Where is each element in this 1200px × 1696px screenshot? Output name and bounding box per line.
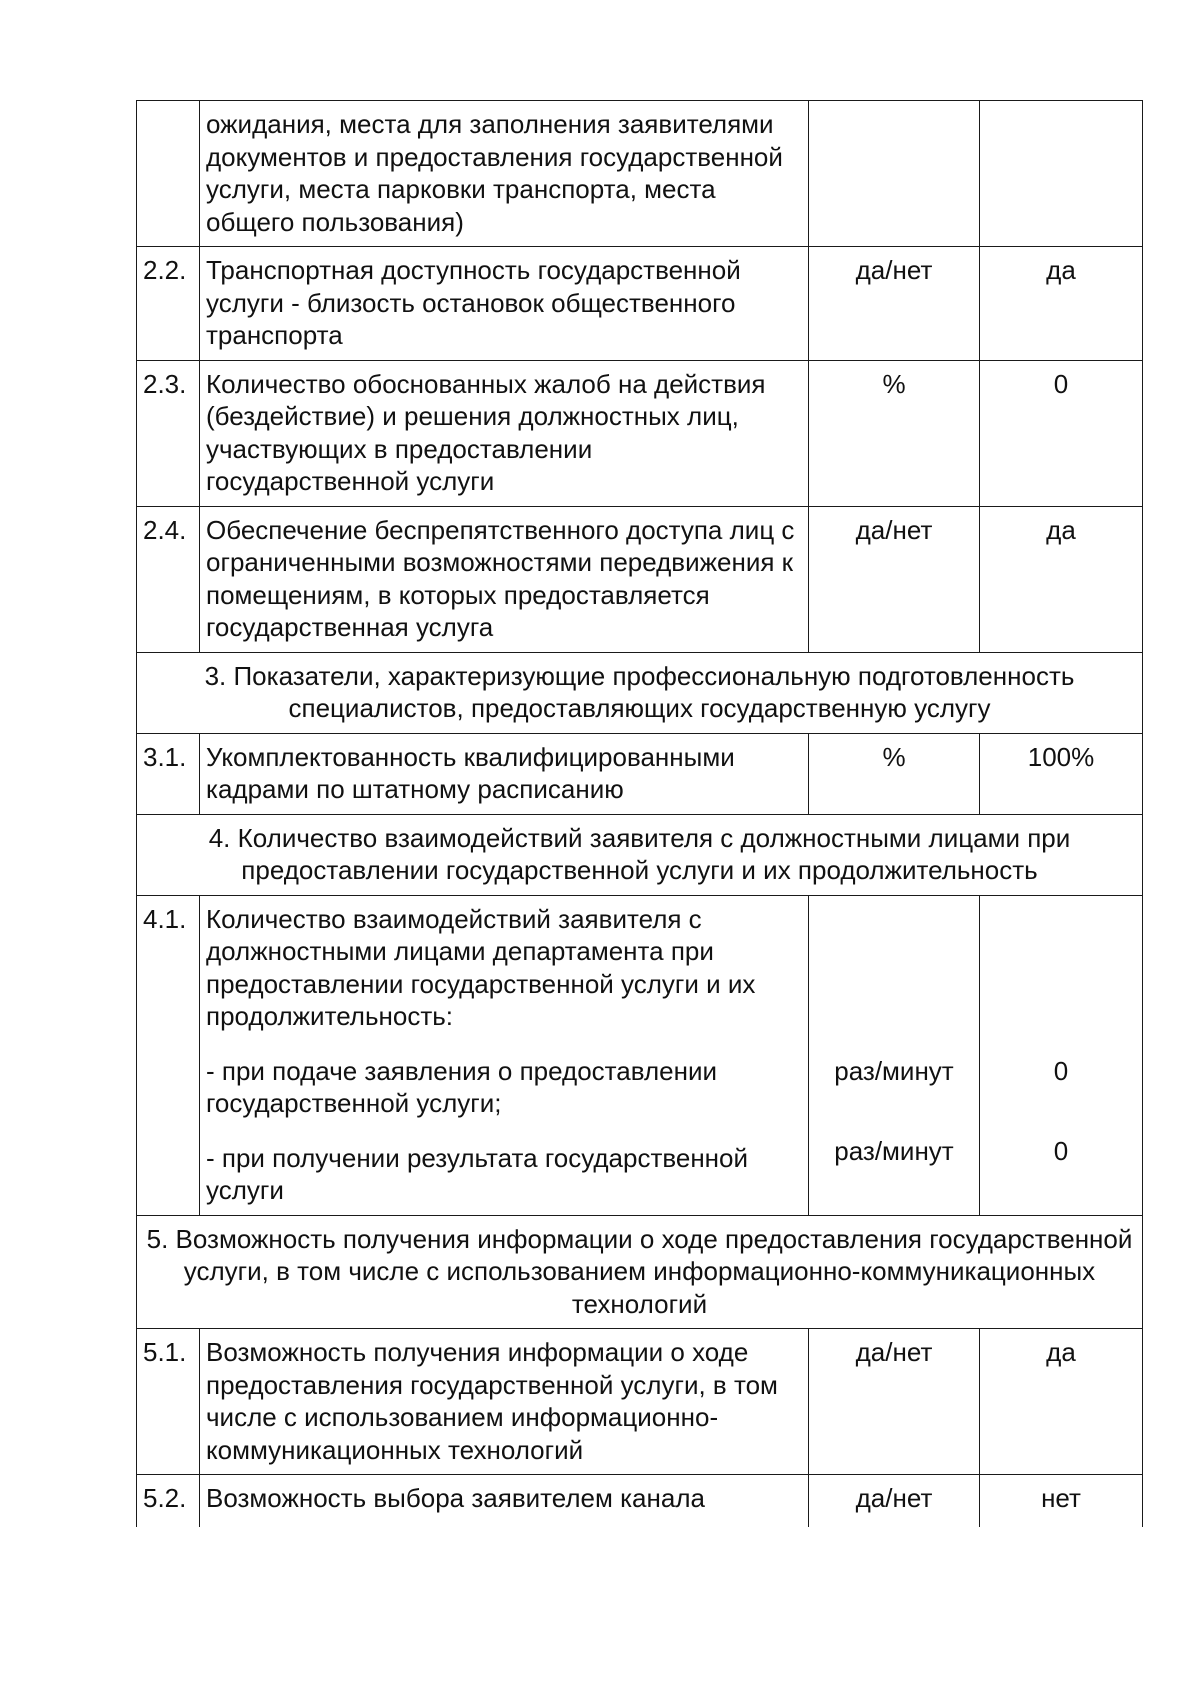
table-row <box>137 360 1143 506</box>
table-row <box>137 895 1143 1215</box>
value-cell: 0 <box>980 360 1143 506</box>
unit-cell <box>809 101 980 247</box>
indicators-table <box>136 100 1143 1527</box>
table-row <box>137 101 1143 247</box>
section-header-row <box>137 652 1143 733</box>
row-number: 2.2. <box>137 247 200 361</box>
row-number: 5.1. <box>137 1329 200 1475</box>
unit-cell: % <box>809 733 980 814</box>
indicator-name: ожидания, места для заполнения заявителями документов и предоставления государственной услуги, места парковки транспорта, места общего пользования) <box>200 101 809 247</box>
indicator-intro: Количество взаимодействий заявителя с должностными лицами департамента при предоставлении государственной услуги и их продолжительность: <box>206 903 756 1031</box>
row-number: 4.1. <box>137 895 200 1215</box>
section-header-row <box>137 814 1143 895</box>
indicator-name: Количество обоснованных жалоб на действия (бездействие) и решения должностных лиц, участвующих в предоставлении государственной услуги <box>200 360 809 506</box>
indicator-name <box>200 895 809 1215</box>
table-row <box>137 247 1143 361</box>
unit-cell: да/нет <box>809 247 980 361</box>
sub-value: 0 <box>1053 1135 1069 1166</box>
table-row <box>137 1329 1143 1475</box>
unit-cell: да/нет <box>809 1329 980 1475</box>
unit-cell <box>809 895 980 1215</box>
value-cell: да <box>980 247 1143 361</box>
section-heading: 3. Показатели, характеризующие профессиональную подготовленность специалистов, предоставляющих государственную услугу <box>137 652 1143 733</box>
value-cell: да <box>980 1329 1143 1475</box>
section-header-row <box>137 1215 1143 1329</box>
indicator-name: Транспортная доступность государственной услуги - близость остановок общественного транспорта <box>200 247 809 361</box>
unit-cell: % <box>809 360 980 506</box>
table-row <box>137 1475 1143 1527</box>
indicator-name: Укомплектованность квалифицированными кадрами по штатному расписанию <box>200 733 809 814</box>
value-cell: нет <box>980 1475 1143 1527</box>
row-number: 2.3. <box>137 360 200 506</box>
value-cell <box>980 101 1143 247</box>
indicator-name: Возможность выбора заявителем канала <box>200 1475 809 1527</box>
table-row <box>137 733 1143 814</box>
value-cell: 100% <box>980 733 1143 814</box>
sub-value: 0 <box>1053 1055 1069 1086</box>
row-number: 3.1. <box>137 733 200 814</box>
sub-indicator-text: - при получении результата государственной услуги <box>206 1142 749 1205</box>
section-heading: 4. Количество взаимодействий заявителя с должностными лицами при предоставлении государственной услуги и их продолжительность <box>137 814 1143 895</box>
indicator-name: Возможность получения информации о ходе предоставления государственной услуги, в том числе с использованием информационно-коммуникационных технологий <box>200 1329 809 1475</box>
row-number <box>137 101 200 247</box>
value-cell <box>980 895 1143 1215</box>
sub-unit: раз/минут <box>834 1055 954 1086</box>
row-number: 5.2. <box>137 1475 200 1527</box>
sub-indicator-text: - при подаче заявления о предоставлении государственной услуги; <box>206 1055 717 1118</box>
unit-cell: да/нет <box>809 1475 980 1527</box>
row-number: 2.4. <box>137 506 200 652</box>
sub-unit: раз/минут <box>834 1135 954 1166</box>
table-row <box>137 506 1143 652</box>
indicator-name: Обеспечение беспрепятственного доступа лиц с ограниченными возможностями передвижения к помещениям, в которых предоставляется государственная услуга <box>200 506 809 652</box>
unit-cell: да/нет <box>809 506 980 652</box>
section-heading: 5. Возможность получения информации о ходе предоставления государственной услуги, в том числе с использованием информационно-коммуникационных технологий <box>137 1215 1143 1329</box>
value-cell: да <box>980 506 1143 652</box>
